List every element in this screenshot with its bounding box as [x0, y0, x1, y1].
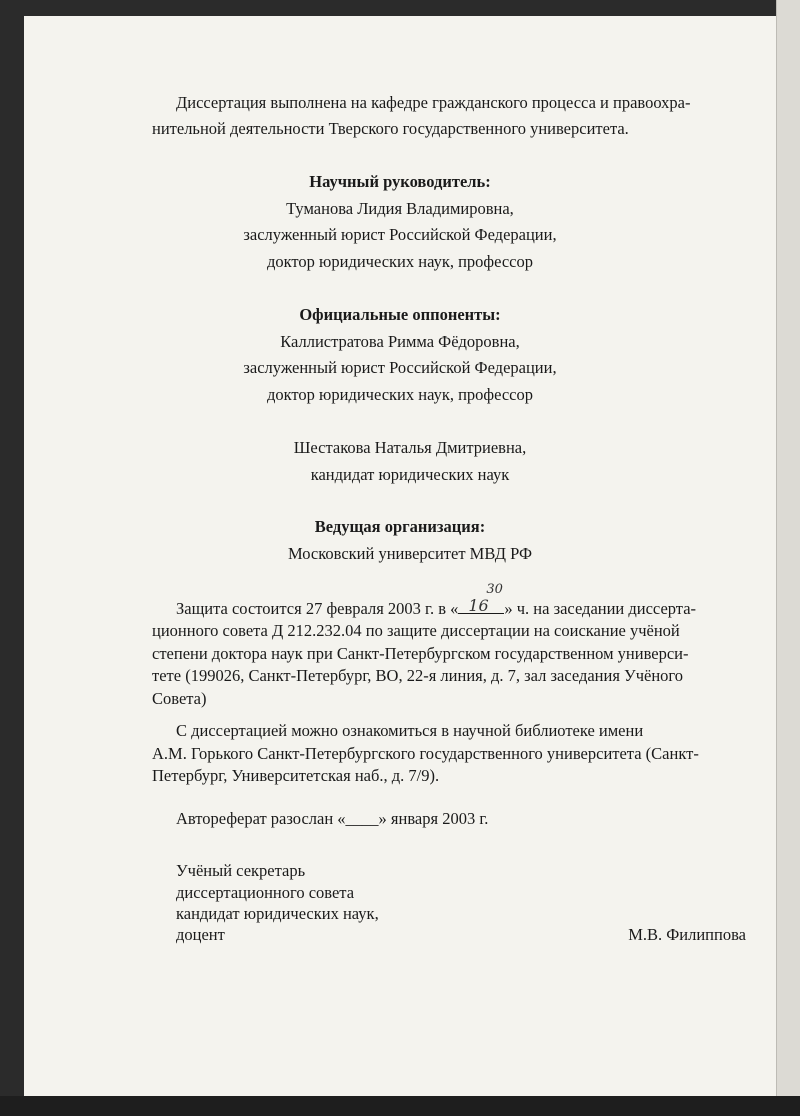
secretary-line-2: диссертационного совета	[176, 883, 355, 902]
opponent-1-title-2: доктор юридических наук, профессор	[266, 385, 533, 404]
opponent-2-title-1: кандидат юридических наук	[310, 465, 510, 484]
secretary-line-3: кандидат юридических наук,	[176, 904, 379, 923]
scan-bottom-edge	[0, 1096, 800, 1116]
lead-org-heading: Ведущая организация:	[314, 517, 486, 536]
supervisor-title-1: заслуженный юрист Российской Федерации,	[243, 225, 557, 244]
defense-line-4: тете (199026, Санкт-Петербург, ВО, 22-я линия, д. 7, зал заседания Учёного	[152, 666, 684, 685]
supervisor-title-2: доктор юридических наук, профессор	[266, 252, 533, 271]
secretary-line-4: доцент	[176, 925, 225, 944]
defense-time-sup-handwritten: 30	[486, 582, 503, 597]
supervisor-heading: Научный руководитель:	[309, 172, 491, 191]
defense-time-handwritten: 16	[468, 596, 489, 615]
library-line-3: Петербург, Университетская наб., д. 7/9).	[152, 766, 440, 785]
lead-org-name: Московский университет МВД РФ	[287, 544, 533, 563]
next-page-edge	[776, 0, 800, 1116]
library-line-1: С диссертацией можно ознакомиться в научной библиотеке имени	[176, 721, 644, 740]
document-page	[24, 16, 776, 1096]
intro-line-1: Диссертация выполнена на кафедре гражданского процесса и правоохра-	[176, 93, 691, 112]
mailing-line: Автореферат разослан «____» января 2003 г.	[176, 809, 489, 828]
opponent-2-name: Шестакова Наталья Дмитриевна,	[293, 438, 527, 457]
intro-line-2: нительной деятельности Тверского государственного университета.	[152, 119, 629, 138]
secretary-line-1: Учёный секретарь	[176, 861, 306, 880]
opponents-heading: Официальные оппоненты:	[299, 305, 501, 324]
defense-line-1-start: Защита состоится 27 февраля 2003 г. в «	[176, 599, 459, 618]
opponent-1-name: Каллистратова Римма Фёдоровна,	[280, 332, 520, 351]
library-line-2: А.М. Горького Санкт-Петербургского государственного университета (Санкт-	[152, 744, 699, 763]
defense-line-3: степени доктора наук при Санкт-Петербургском государственном универси-	[152, 644, 689, 663]
defense-time-field	[458, 582, 504, 615]
secretary-name: М.В. Филиппова	[628, 925, 746, 944]
defense-line-1-end: » ч. на заседании диссерта-	[504, 599, 697, 618]
defense-line-2: ционного совета Д 212.232.04 по защите диссертации на соискание учёной	[152, 621, 680, 640]
defense-line-1	[176, 582, 697, 620]
opponent-1-title-1: заслуженный юрист Российской Федерации,	[243, 358, 557, 377]
defense-line-5: Совета)	[152, 689, 207, 708]
supervisor-name: Туманова Лидия Владимировна,	[286, 199, 514, 218]
